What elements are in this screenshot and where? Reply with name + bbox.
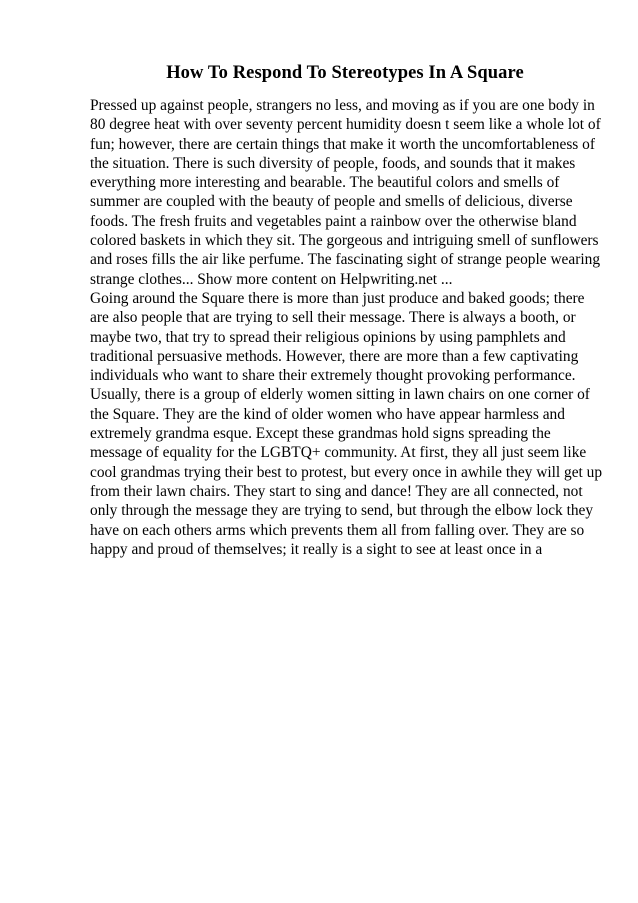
paragraph-line: everything more interesting and bearable. The beautiful colors and smells of — [90, 174, 560, 192]
paragraph-2 — [90, 289, 603, 559]
paragraph-line: only through the message they are trying to send, but through the elbow lock they — [90, 502, 594, 520]
paragraph-line: have on each others arms which prevents them all from falling over. They are so — [90, 521, 585, 539]
paragraph-line: Usually, there is a group of elderly women sitting in lawn chairs on one corner of — [90, 386, 590, 404]
document-body — [90, 96, 603, 559]
paragraph-line: the situation. There is such diversity of people, foods, and sounds that it makes — [90, 154, 576, 172]
paragraph-line: happy and proud of themselves; it really is a sight to see at least once in a — [90, 540, 543, 558]
paragraph-line: strange clothes... Show more content on Helpwriting.net ... — [90, 270, 453, 288]
paragraph-line: and roses fills the air like perfume. The fascinating sight of strange people wearing — [90, 251, 601, 269]
paragraph-line: extremely grandma esque. Except these grandmas hold signs spreading the — [90, 425, 551, 443]
paragraph-line: individuals who want to share their extremely thought provoking performance. — [90, 367, 576, 385]
paragraph-line: traditional persuasive methods. However, there are more than a few captivating — [90, 347, 579, 365]
paragraph-line: summer are coupled with the beauty of people and smells of delicious, diverse — [90, 193, 573, 211]
paragraph-line: colored baskets in which they sit. The gorgeous and intriguing smell of sunflowers — [90, 232, 599, 250]
paragraph-line: Going around the Square there is more than just produce and baked goods; there — [90, 289, 585, 307]
paragraph-line: cool grandmas trying their best to protest, but every once in awhile they will get up — [90, 463, 603, 481]
document-title: How To Respond To Stereotypes In A Square — [166, 63, 524, 83]
paragraph-line: from their lawn chairs. They start to sing and dance! They are all connected, not — [90, 482, 583, 500]
paragraph-line: foods. The fresh fruits and vegetables paint a rainbow over the otherwise bland — [90, 212, 577, 230]
paragraph-line: message of equality for the LGBTQ+ community. At first, they all just seem like — [90, 444, 587, 462]
paragraph-line: maybe two, that try to spread their religious opinions by using pamphlets and — [90, 328, 566, 346]
paragraph-line: the Square. They are the kind of older women who have appear harmless and — [90, 405, 565, 423]
paragraph-line: are also people that are trying to sell their message. There is always a booth, or — [90, 309, 576, 327]
paragraph-1 — [90, 96, 601, 289]
paragraph-line: 80 degree heat with over seventy percent humidity doesn t seem like a whole lot of — [90, 116, 601, 134]
paragraph-line: Pressed up against people, strangers no less, and moving as if you are one body in — [90, 97, 595, 114]
paragraph-line: fun; however, there are certain things that make it worth the uncomfortableness of — [90, 135, 595, 153]
